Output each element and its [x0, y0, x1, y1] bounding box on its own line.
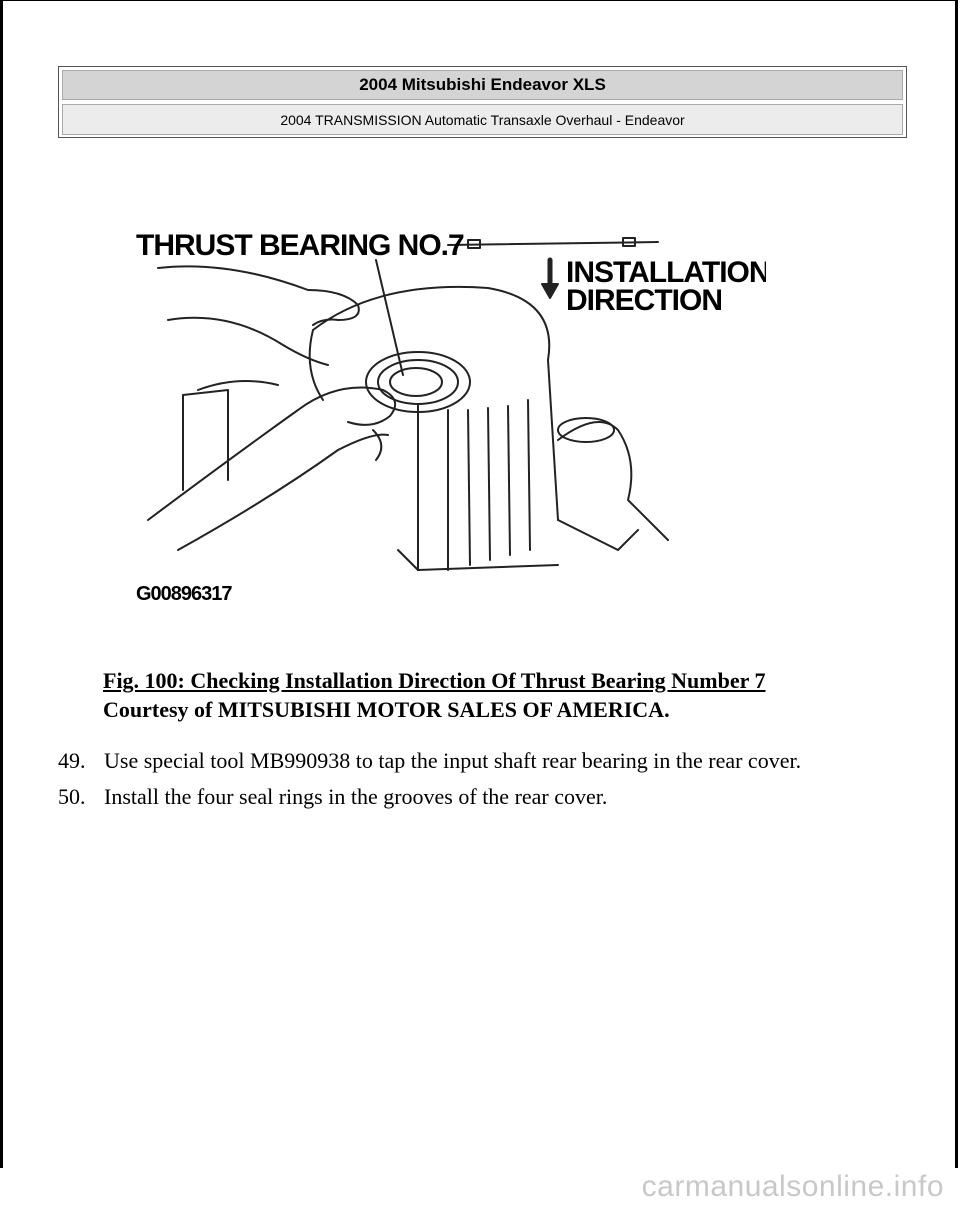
- thrust-bearing-label: THRUST BEARING NO.7: [136, 229, 464, 262]
- figure-illustration: [118, 160, 766, 640]
- step-number: 49.: [58, 748, 86, 773]
- section-title: 2004 TRANSMISSION Automatic Transaxle Overhaul - Endeavor: [62, 104, 903, 135]
- step-item: [58, 779, 938, 815]
- installation-label: INSTALLATION: [566, 256, 766, 289]
- thrust-bearing-illustration: [118, 160, 766, 640]
- step-text: Use special tool MB990938 to tap the input shaft rear bearing in the rear cover.: [104, 748, 802, 773]
- figure-code: G00896317: [136, 583, 232, 605]
- caption-courtesy: Courtesy of MITSUBISHI MOTOR SALES OF AMERICA.: [103, 697, 670, 722]
- figure-caption: [103, 666, 883, 724]
- watermark: carmanualsonline.info: [641, 1170, 944, 1203]
- caption-title[interactable]: Fig. 100: Checking Installation Direction Of Thrust Bearing Number 7: [103, 668, 766, 693]
- vehicle-title: 2004 Mitsubishi Endeavor XLS: [62, 70, 903, 100]
- direction-label: DIRECTION: [566, 284, 722, 317]
- step-text: Install the four seal rings in the grooves of the rear cover.: [104, 784, 608, 809]
- procedure-steps: [58, 743, 938, 815]
- document-header: [58, 66, 907, 138]
- step-item: [58, 743, 938, 779]
- step-number: 50.: [58, 784, 86, 809]
